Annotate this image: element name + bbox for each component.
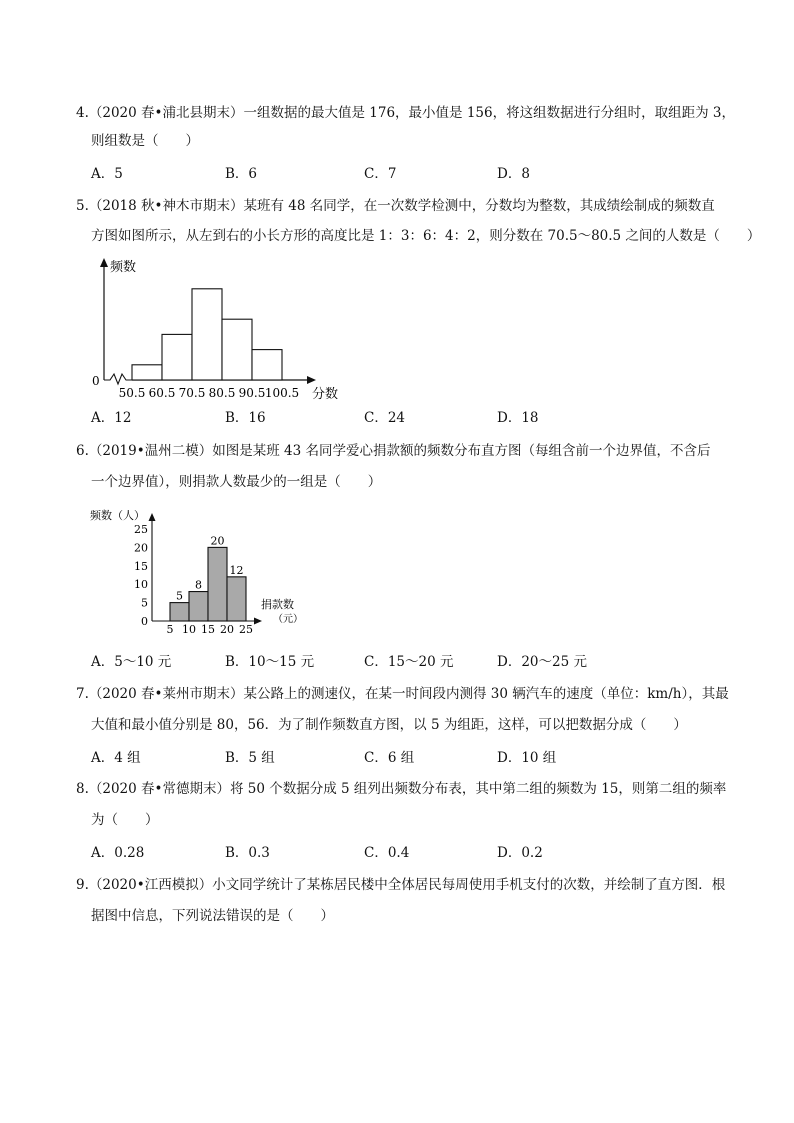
q7-option-d: D．10 组 bbox=[497, 750, 557, 766]
chart2-data-label: 12 bbox=[229, 563, 244, 577]
chart2-bar-10-15 bbox=[189, 592, 208, 621]
q8-option-b: B．0.3 bbox=[225, 845, 270, 861]
chart2-x-label-line1: 捐款数 bbox=[261, 598, 294, 611]
q6-stem-line2: 一个边界值），则捐款人数最少的一组是（ ） bbox=[91, 474, 382, 490]
score-histogram bbox=[88, 252, 358, 404]
chart2-y-arrow bbox=[149, 513, 156, 521]
chart2-bar-5-10 bbox=[170, 603, 189, 621]
chart1-x-tick: 100.5 bbox=[264, 386, 300, 400]
q5-option-b: B．16 bbox=[225, 410, 266, 426]
q6-option-d: D．20～25 元 bbox=[497, 654, 587, 670]
chart2-data-label: 20 bbox=[210, 534, 225, 548]
chart1-bar-60.5-70.5 bbox=[162, 334, 192, 380]
chart2-y-tick: 20 bbox=[134, 541, 148, 555]
chart1-x-arrow bbox=[307, 376, 316, 384]
chart1-x-tick: 50.5 bbox=[118, 386, 146, 400]
chart2-y-label: 频数（人） bbox=[90, 509, 145, 522]
chart1-x-tick: 80.5 bbox=[208, 386, 236, 400]
q6-option-b: B．10～15 元 bbox=[225, 654, 315, 670]
chart2-data-label: 8 bbox=[195, 578, 202, 592]
chart2-bar-20-25 bbox=[227, 577, 246, 621]
q5-option-a: A．12 bbox=[91, 410, 132, 426]
chart1-bar-80.5-90.5 bbox=[222, 319, 252, 380]
q6-option-c: C．15～20 元 bbox=[364, 654, 454, 670]
q5-option-c: C．24 bbox=[364, 410, 406, 426]
donation-histogram bbox=[88, 505, 318, 640]
q7-stem-line1: 7.（2020 春•莱州市期末）某公路上的测速仪，在某一时间段内测得 30 辆汽车的速度（单位：km/h），其最 bbox=[76, 686, 729, 702]
q8-option-a: A．0.28 bbox=[91, 845, 145, 861]
q7-option-b: B．5 组 bbox=[225, 750, 275, 766]
chart2-y-tick: 0 bbox=[141, 615, 148, 628]
chart1-axis-break bbox=[104, 374, 132, 384]
chart1-x-tick: 70.5 bbox=[178, 386, 206, 400]
chart1-y-arrow bbox=[100, 258, 108, 267]
q4-option-a: A．5 bbox=[91, 166, 123, 182]
q5-stem-line2: 方图如图所示，从左到右的小长方形的高度比是 1：3：6：4：2，则分数在 70.5～80.5 之间的人数是（ ） bbox=[91, 228, 761, 244]
chart2-y-tick: 25 bbox=[134, 523, 148, 536]
q9-stem-line2: 据图中信息，下列说法错误的是（ ） bbox=[91, 908, 334, 924]
q7-option-a: A．4 组 bbox=[91, 750, 141, 766]
chart1-y-label: 频数 bbox=[110, 260, 137, 275]
chart2-y-tick: 5 bbox=[141, 596, 148, 610]
q4-option-c: C．7 bbox=[364, 166, 397, 182]
chart2-y-tick: 10 bbox=[134, 578, 148, 592]
chart2-data-label: 5 bbox=[176, 589, 183, 603]
q4-option-d: D．8 bbox=[497, 166, 530, 182]
chart2-x-tick: 25 bbox=[239, 623, 253, 636]
chart1-origin: 0 bbox=[92, 374, 100, 388]
chart1-x-label: 分数 bbox=[312, 387, 339, 402]
chart1-bar-50.5-60.5 bbox=[132, 365, 162, 380]
q6-stem-line1: 6.（2019•温州二模）如图是某班 43 名同学爱心捐款额的频数分布直方图（每组含前一个边界值，不含后 bbox=[76, 443, 711, 459]
q8-stem-line2: 为（ ） bbox=[91, 812, 159, 828]
q7-stem-line2: 大值和最小值分别是 80，56．为了制作频数直方图，以 5 为组距，这样，可以把数据分成（ ） bbox=[91, 717, 687, 733]
q8-stem-line1: 8.（2020 春•常德期末）将 50 个数据分成 5 组列出频数分布表，其中第二组的频数为 15，则第二组的频率 bbox=[76, 781, 727, 797]
chart2-bar-15-20 bbox=[208, 547, 227, 621]
chart2-x-tick: 5 bbox=[166, 623, 174, 636]
chart1-bar-90.5-100.5 bbox=[252, 350, 282, 380]
q4-stem-line1: 4.（2020 春•浦北县期末）一组数据的最大值是 176，最小值是 156，将这组数据进行分组时，取组距为 3， bbox=[76, 105, 735, 121]
q9-stem-line1: 9.（2020•江西模拟）小文同学统计了某栋居民楼中全体居民每周使用手机支付的次数，并绘制了直方图．根 bbox=[76, 877, 726, 893]
q6-option-a: A．5～10 元 bbox=[91, 654, 172, 670]
q8-option-c: C．0.4 bbox=[364, 845, 410, 861]
q7-option-c: C．6 组 bbox=[364, 750, 415, 766]
chart1-bar-70.5-80.5 bbox=[192, 289, 222, 380]
chart2-y-tick: 15 bbox=[134, 559, 148, 573]
chart2-x-tick: 10 bbox=[182, 623, 196, 636]
chart2-x-label-line2: （元） bbox=[273, 614, 303, 625]
q5-option-d: D．18 bbox=[497, 410, 539, 426]
q4-option-b: B．6 bbox=[225, 166, 258, 182]
q4-stem-line2: 则组数是（ ） bbox=[91, 133, 199, 149]
q5-stem-line1: 5.（2018 秋•神木市期末）某班有 48 名同学，在一次数学检测中，分数均为整数，其成绩绘制成的频数直 bbox=[76, 198, 715, 214]
chart1-x-tick: 90.5 bbox=[238, 386, 266, 400]
q8-option-d: D．0.2 bbox=[497, 845, 543, 861]
chart2-x-tick: 20 bbox=[220, 623, 234, 636]
chart1-x-tick: 60.5 bbox=[148, 386, 176, 400]
chart2-x-tick: 15 bbox=[201, 623, 215, 636]
chart2-x-arrow bbox=[254, 618, 262, 625]
